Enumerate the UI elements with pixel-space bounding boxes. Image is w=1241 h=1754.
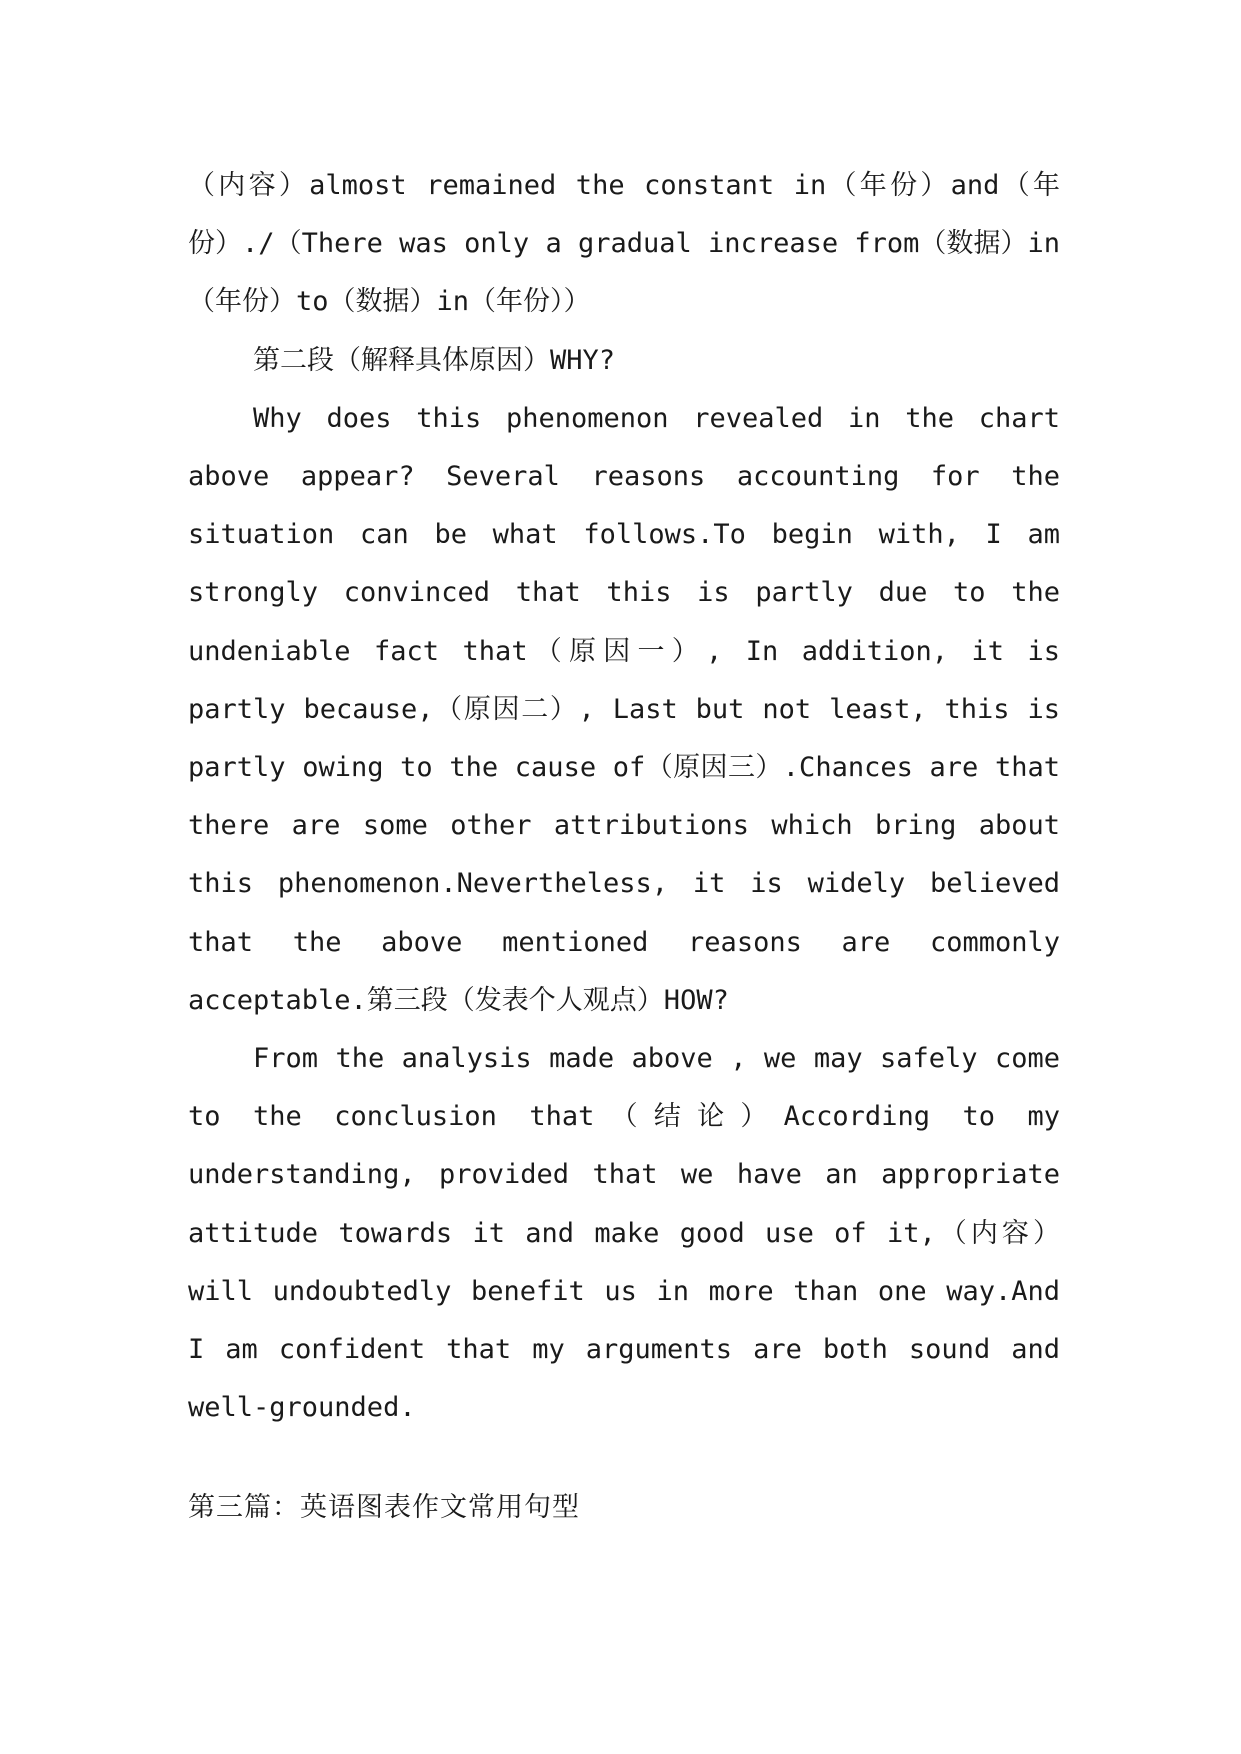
paragraph-3: From the analysis made above , we may safely come to the conclusion that（结论）According to my understanding, provided that we have an appropriate attitude towards it and make good use of it,（内容）will undoubtedly benefit us in more than one way.And I am confident that my arguments are both sound and well-grounded. — [188, 1043, 1060, 1424]
paragraph-heading-2: 第二段（解释具体原因）WHY? — [253, 344, 616, 376]
paragraph-1: （内容）almost remained the constant in（年份）and（年份）./（There was only a gradual increase from（数据）in（年份）to（数据）in（年份）） — [188, 170, 1060, 318]
section-title: 第三篇：英语图表作文常用句型 — [188, 1492, 580, 1524]
document-page — [188, 157, 1060, 1537]
paragraph-2: Why does this phenomenon revealed in the chart above appear? Several reasons accounting for the situation can be what follows.To begin with, I am strongly convinced that this is partly due to the undeniable fact that（原因一）, In addition, it is partly because,（原因二）, Last but not least, this is partly owing to the cause of（原因三）.Chances are that there are some other attributions which bring about this phenomenon.Nevertheless, it is widely believed that the above mentioned reasons are commonly acceptable.第三段（发表个人观点）HOW? — [188, 402, 1060, 1016]
section-spacer — [188, 1437, 1060, 1479]
